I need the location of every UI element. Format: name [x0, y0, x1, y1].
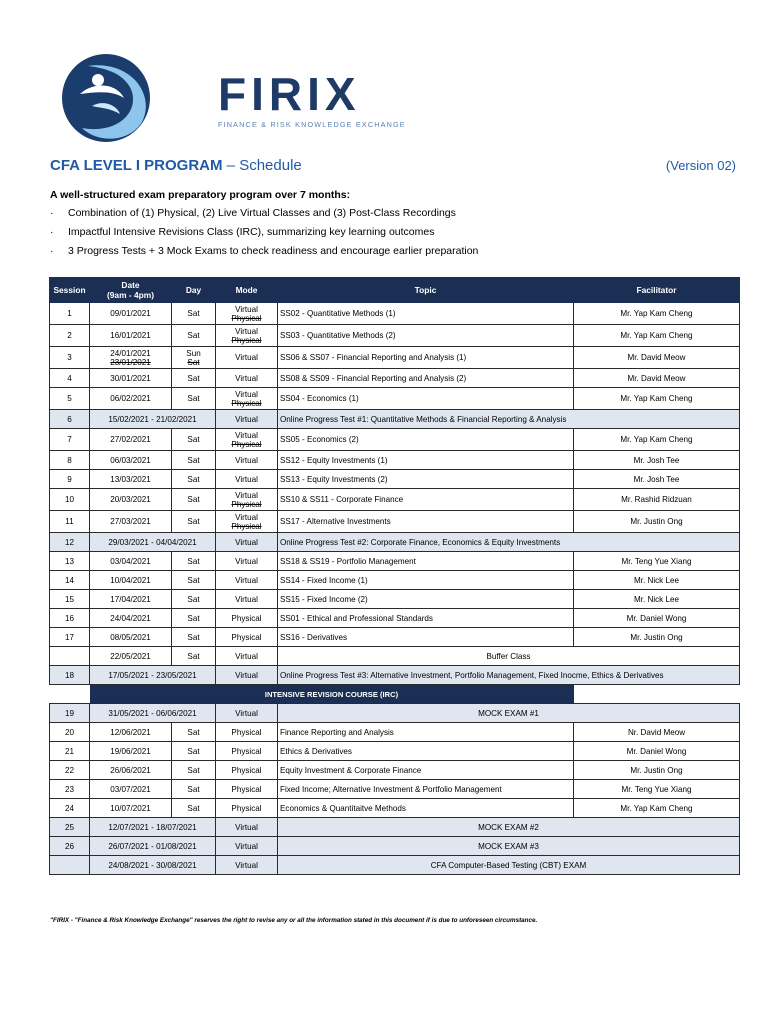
- table-cell: 23: [50, 780, 90, 799]
- table-cell: SS13 - Equity Investments (2): [278, 470, 574, 489]
- schedule-table: [49, 277, 740, 875]
- table-cell: Mr. Daniel Wong: [574, 742, 740, 761]
- table-cell: Sat: [172, 303, 216, 325]
- table-cell: Mr. Nick Lee: [574, 571, 740, 590]
- table-cell: 06/02/2021: [90, 388, 172, 410]
- intro: [50, 189, 740, 264]
- table-cell: 20/03/2021: [90, 489, 172, 511]
- table-row: [50, 571, 740, 590]
- table-cell: Virtual: [216, 856, 278, 875]
- table-cell: 22/05/2021: [90, 647, 172, 666]
- table-cell: 12/06/2021: [90, 723, 172, 742]
- table-cell: 22: [50, 761, 90, 780]
- version-label: (Version 02): [665, 158, 736, 173]
- table-cell: Mr. David Meow: [574, 347, 740, 369]
- table-cell: 21: [50, 742, 90, 761]
- table-cell: Virtual Physical: [216, 429, 278, 451]
- table-cell: Mr. David Meow: [574, 369, 740, 388]
- table-row: [50, 590, 740, 609]
- table-cell: Buffer Class: [278, 647, 740, 666]
- table-cell: MOCK EXAM #2: [278, 818, 740, 837]
- table-cell: 20: [50, 723, 90, 742]
- table-row: [50, 303, 740, 325]
- table-cell: Sat: [172, 511, 216, 533]
- table-cell: Virtual: [216, 647, 278, 666]
- table-cell: Mr. Yap Kam Cheng: [574, 799, 740, 818]
- progress-test-row: [50, 533, 740, 552]
- table-cell: Mr. Daniel Wong: [574, 609, 740, 628]
- table-row: [50, 489, 740, 511]
- table-cell: 2: [50, 325, 90, 347]
- table-cell: 15/02/2021 - 21/02/2021: [90, 410, 216, 429]
- table-cell: Physical: [216, 609, 278, 628]
- table-row: [50, 742, 740, 761]
- table-row: [50, 552, 740, 571]
- table-cell: SS08 & SS09 - Financial Reporting and Analysis (2): [278, 369, 574, 388]
- table-cell: Virtual: [216, 470, 278, 489]
- table-row: [50, 429, 740, 451]
- table-cell: Sat: [172, 552, 216, 571]
- table-cell: 12: [50, 533, 90, 552]
- table-cell: 03/07/2021: [90, 780, 172, 799]
- table-cell: Ethics & Derivatives: [278, 742, 574, 761]
- table-cell: SS03 - Quantitative Methods (2): [278, 325, 574, 347]
- table-cell: Mr. Rashid Ridzuan: [574, 489, 740, 511]
- table-cell: Virtual Physical: [216, 303, 278, 325]
- col-session: Session: [50, 278, 90, 303]
- table-cell: Economics & Quantitaitve Methods: [278, 799, 574, 818]
- mock-exam-row: [50, 837, 740, 856]
- table-cell: 30/01/2021: [90, 369, 172, 388]
- table-cell: Mr. Justin Ong: [574, 511, 740, 533]
- brand: [218, 70, 406, 129]
- table-cell: Physical: [216, 742, 278, 761]
- table-cell: Nr. David Meow: [574, 723, 740, 742]
- table-cell: 31/05/2021 - 06/06/2021: [90, 704, 216, 723]
- table-cell: 15: [50, 590, 90, 609]
- table-cell: Mr. Justin Ong: [574, 628, 740, 647]
- table-cell: 19: [50, 704, 90, 723]
- table-cell: 24/08/2021 - 30/08/2021: [90, 856, 216, 875]
- table-cell: Physical: [216, 780, 278, 799]
- table-cell: 4: [50, 369, 90, 388]
- table-cell: 10/07/2021: [90, 799, 172, 818]
- table-cell: Mr. Josh Tee: [574, 451, 740, 470]
- table-cell: Physical: [216, 761, 278, 780]
- table-cell: Sat: [172, 388, 216, 410]
- table-cell: Virtual: [216, 571, 278, 590]
- table-cell: SS12 - Equity Investments (1): [278, 451, 574, 470]
- brand-tagline: FINANCE & RISK KNOWLEDGE EXCHANGE: [218, 120, 406, 129]
- table-row: [50, 780, 740, 799]
- firix-logo: [58, 52, 158, 144]
- table-cell: 8: [50, 451, 90, 470]
- table-cell: SS05 - Economics (2): [278, 429, 574, 451]
- table-cell: 17/04/2021: [90, 590, 172, 609]
- table-cell: SS06 & SS07 - Financial Reporting and Analysis (1): [278, 347, 574, 369]
- table-row: [50, 347, 740, 369]
- table-cell: 13: [50, 552, 90, 571]
- intro-lead: A well-structured exam preparatory program over 7 months:: [50, 189, 351, 201]
- table-cell: Equity Investment & Corporate Finance: [278, 761, 574, 780]
- table-cell: Sat: [172, 761, 216, 780]
- progress-test-row: [50, 666, 740, 685]
- table-cell: Mr. Josh Tee: [574, 470, 740, 489]
- table-cell: 24/01/2021 23/01/2021: [90, 347, 172, 369]
- table-cell: 3: [50, 347, 90, 369]
- table-cell: Online Progress Test #2: Corporate Finance, Economics & Equity Investments: [278, 533, 740, 552]
- col-date: Date (9am - 4pm): [90, 278, 172, 303]
- table-cell: SS02 - Quantitative Methods (1): [278, 303, 574, 325]
- table-cell: Sat: [172, 571, 216, 590]
- table-cell: [574, 685, 740, 704]
- table-cell: 03/04/2021: [90, 552, 172, 571]
- table-row: [50, 628, 740, 647]
- table-row: [50, 511, 740, 533]
- table-cell: Mr. Teng Yue Xiang: [574, 552, 740, 571]
- table-cell: 12/07/2021 - 18/07/2021: [90, 818, 216, 837]
- table-cell: 1: [50, 303, 90, 325]
- table-cell: 27/03/2021: [90, 511, 172, 533]
- footnote: "FIRIX - "Finance & Risk Knowledge Exchange" reserves the right to revise any or all the information stated in this document if is due to unforeseen circumstance.: [50, 917, 538, 924]
- table-cell: SS18 & SS19 - Portfolio Management: [278, 552, 574, 571]
- table-cell: 09/01/2021: [90, 303, 172, 325]
- table-row: [50, 451, 740, 470]
- brand-name: FIRIX: [218, 68, 361, 120]
- table-cell: Mr. Yap Kam Cheng: [574, 325, 740, 347]
- table-cell: 25: [50, 818, 90, 837]
- table-cell: Sat: [172, 628, 216, 647]
- table-row: [50, 609, 740, 628]
- table-cell: 18: [50, 666, 90, 685]
- table-row: [50, 369, 740, 388]
- table-cell: 6: [50, 410, 90, 429]
- table-cell: SS10 & SS11 - Corporate Finance: [278, 489, 574, 511]
- table-header-row: [50, 278, 740, 303]
- table-cell: 26/07/2021 - 01/08/2021: [90, 837, 216, 856]
- table-cell: [50, 685, 90, 704]
- table-cell: Virtual Physical: [216, 489, 278, 511]
- title-row: [50, 157, 738, 177]
- table-cell: Sat: [172, 429, 216, 451]
- table-cell: 11: [50, 511, 90, 533]
- table-cell: 16/01/2021: [90, 325, 172, 347]
- table-cell: Virtual Physical: [216, 388, 278, 410]
- table-cell: Sun Sat: [172, 347, 216, 369]
- table-cell: 29/03/2021 - 04/04/2021: [90, 533, 216, 552]
- irc-label: INTENSIVE REVISION COURSE (IRC): [90, 685, 574, 704]
- table-cell: SS01 - Ethical and Professional Standards: [278, 609, 574, 628]
- table-cell: Sat: [172, 451, 216, 470]
- table-cell: 26: [50, 837, 90, 856]
- table-cell: Virtual: [216, 410, 278, 429]
- table-cell: SS04 - Economics (1): [278, 388, 574, 410]
- table-cell: Sat: [172, 369, 216, 388]
- table-cell: SS14 - Fixed Income (1): [278, 571, 574, 590]
- table-cell: Virtual: [216, 666, 278, 685]
- table-cell: 24/04/2021: [90, 609, 172, 628]
- table-row: [50, 388, 740, 410]
- intro-bullet: · Impactful Intensive Revisions Class (IRC), summarizing key learning outcomes: [50, 226, 435, 238]
- col-facilitator: Facilitator: [574, 278, 740, 303]
- col-topic: Topic: [278, 278, 574, 303]
- irc-row: [50, 685, 740, 704]
- table-cell: 10/04/2021: [90, 571, 172, 590]
- table-cell: Mr. Yap Kam Cheng: [574, 388, 740, 410]
- table-cell: SS15 - Fixed Income (2): [278, 590, 574, 609]
- table-cell: Physical: [216, 723, 278, 742]
- intro-bullet: · Combination of (1) Physical, (2) Live Virtual Classes and (3) Post-Class Recordings: [50, 207, 456, 219]
- table-cell: Mr. Yap Kam Cheng: [574, 303, 740, 325]
- table-cell: 24: [50, 799, 90, 818]
- mock-exam-row: [50, 818, 740, 837]
- table-cell: Online Progress Test #1: Quantitative Methods & Financial Reporting & Analysis: [278, 410, 740, 429]
- table-cell: [50, 647, 90, 666]
- table-cell: [50, 856, 90, 875]
- table-cell: Fixed Income; Alternative Investment & Portfolio Management: [278, 780, 574, 799]
- intro-bullet: · 3 Progress Tests + 3 Mock Exams to check readiness and encourage earlier preparation: [50, 245, 479, 257]
- table-cell: Virtual: [216, 533, 278, 552]
- table-cell: Virtual: [216, 818, 278, 837]
- table-cell: SS16 - Derivatives: [278, 628, 574, 647]
- table-cell: Virtual: [216, 451, 278, 470]
- page-title: CFA LEVEL I PROGRAM – Schedule: [50, 157, 302, 174]
- table-cell: CFA Computer-Based Testing (CBT) EXAM: [278, 856, 740, 875]
- table-row: [50, 799, 740, 818]
- table-cell: 17/05/2021 - 23/05/2021: [90, 666, 216, 685]
- table-cell: 26/06/2021: [90, 761, 172, 780]
- table-cell: Virtual: [216, 347, 278, 369]
- table-row: [50, 470, 740, 489]
- table-cell: Virtual Physical: [216, 511, 278, 533]
- table-cell: Physical: [216, 799, 278, 818]
- table-cell: 13/03/2021: [90, 470, 172, 489]
- table-cell: Sat: [172, 799, 216, 818]
- table-cell: Online Progress Test #3: Alternative Investment, Portfolio Management, Fixed Inocme, Ethics & Derivatives: [278, 666, 740, 685]
- table-cell: SS17 - Alternative Investments: [278, 511, 574, 533]
- table-cell: Sat: [172, 590, 216, 609]
- table-cell: Virtual: [216, 590, 278, 609]
- table-cell: 08/05/2021: [90, 628, 172, 647]
- table-cell: 14: [50, 571, 90, 590]
- progress-test-row: [50, 410, 740, 429]
- table-cell: Sat: [172, 723, 216, 742]
- table-cell: Mr. Nick Lee: [574, 590, 740, 609]
- table-cell: Finance Reporting and Analysis: [278, 723, 574, 742]
- table-cell: Virtual: [216, 837, 278, 856]
- table-cell: Mr. Teng Yue Xiang: [574, 780, 740, 799]
- table-cell: 19/06/2021: [90, 742, 172, 761]
- col-day: Day: [172, 278, 216, 303]
- table-cell: Virtual: [216, 552, 278, 571]
- table-row: [50, 723, 740, 742]
- table-cell: 9: [50, 470, 90, 489]
- table-cell: Virtual: [216, 369, 278, 388]
- mock-exam-row: [50, 704, 740, 723]
- buffer-row: [50, 647, 740, 666]
- table-cell: Sat: [172, 609, 216, 628]
- table-cell: MOCK EXAM #3: [278, 837, 740, 856]
- table-cell: 10: [50, 489, 90, 511]
- cbt-exam-row: [50, 856, 740, 875]
- table-cell: 17: [50, 628, 90, 647]
- table-row: [50, 325, 740, 347]
- table-cell: Mr. Yap Kam Cheng: [574, 429, 740, 451]
- col-mode: Mode: [216, 278, 278, 303]
- table-cell: MOCK EXAM #1: [278, 704, 740, 723]
- table-cell: Physical: [216, 628, 278, 647]
- table-cell: Sat: [172, 470, 216, 489]
- table-cell: Sat: [172, 325, 216, 347]
- table-cell: Virtual Physical: [216, 325, 278, 347]
- table-row: [50, 761, 740, 780]
- table-cell: 16: [50, 609, 90, 628]
- table-cell: Sat: [172, 742, 216, 761]
- table-cell: Virtual: [216, 704, 278, 723]
- table-cell: Sat: [172, 647, 216, 666]
- table-cell: 27/02/2021: [90, 429, 172, 451]
- table-cell: 5: [50, 388, 90, 410]
- table-cell: Sat: [172, 780, 216, 799]
- table-cell: Mr. Justin Ong: [574, 761, 740, 780]
- table-cell: 7: [50, 429, 90, 451]
- table-cell: 06/03/2021: [90, 451, 172, 470]
- firix-logo-mark-icon: [58, 52, 158, 144]
- table-cell: Sat: [172, 489, 216, 511]
